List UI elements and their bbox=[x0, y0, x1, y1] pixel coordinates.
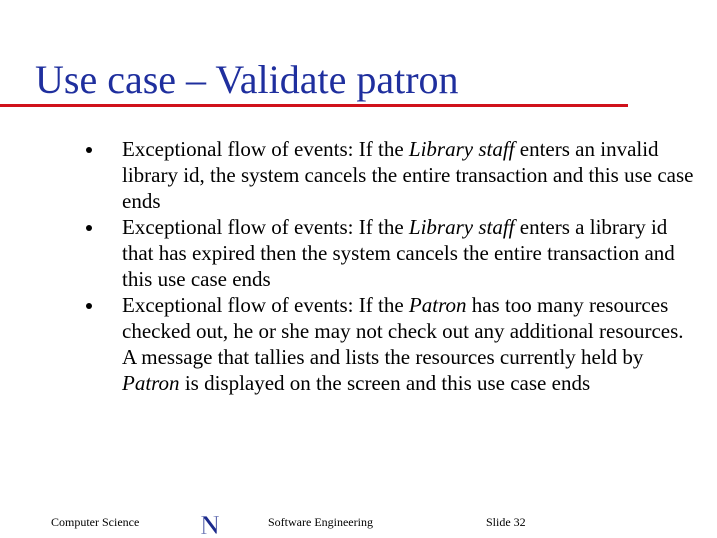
bullet-segment: Exceptional flow of events: If the bbox=[122, 215, 409, 239]
bullet-text bbox=[122, 137, 693, 213]
bullet-segment-italic: Patron bbox=[408, 293, 467, 317]
bullet-segment: has too many resources checked out, he or she may not check out any additional resources. A message that tallies and lists the resources currently held by bbox=[122, 293, 684, 369]
bullet-dot-icon bbox=[86, 147, 92, 153]
bullet-item bbox=[84, 214, 694, 292]
bullet-item bbox=[84, 292, 694, 396]
footer-department: Computer Science bbox=[51, 515, 140, 529]
bullet-segment: Exceptional flow of events: If the bbox=[122, 137, 409, 161]
slide-title: Use case – Validate patron bbox=[35, 57, 459, 102]
footer-course: Software Engineering bbox=[268, 515, 373, 529]
university-n-logo-icon bbox=[193, 512, 227, 536]
bullet-text bbox=[122, 215, 675, 291]
bullet-segment: is displayed on the screen and this use case ends bbox=[179, 371, 591, 395]
bullet-text bbox=[122, 293, 684, 395]
footer-slide-number: Slide 32 bbox=[486, 515, 526, 529]
bullet-segment: Exceptional flow of events: If the bbox=[122, 293, 409, 317]
bullet-list bbox=[84, 136, 694, 396]
bullet-item bbox=[84, 136, 694, 214]
bullet-segment: enters an invalid library id, the system cancels the entire transaction and this use case ends bbox=[122, 137, 694, 213]
bullet-segment-italic: Patron bbox=[122, 371, 180, 395]
logo-letter: N bbox=[200, 512, 220, 536]
bullet-dot-icon bbox=[86, 303, 92, 309]
bullet-segment: enters a library id that has expired then the system cancels the entire transaction and this use case ends bbox=[122, 215, 675, 291]
bullet-segment-italic: Library staff bbox=[408, 137, 515, 161]
bullet-segment-italic: Library staff bbox=[408, 215, 515, 239]
bullet-dot-icon bbox=[86, 225, 92, 231]
title-underline bbox=[0, 104, 628, 107]
